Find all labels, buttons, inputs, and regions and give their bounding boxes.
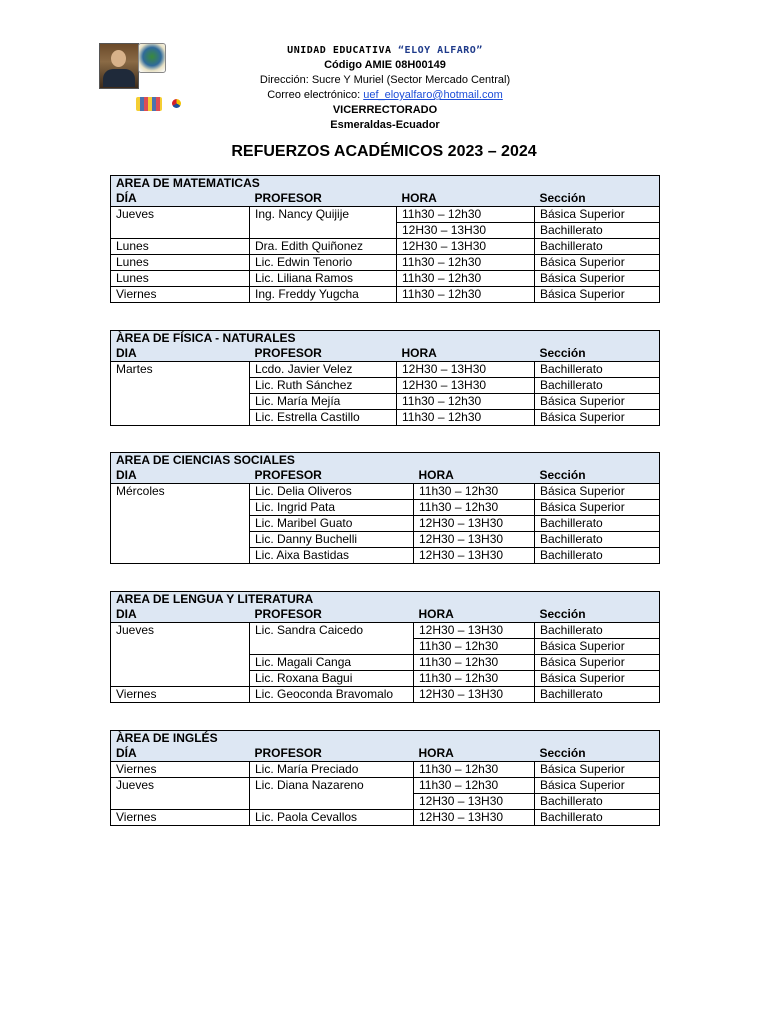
time-cell: 12H30 – 13H30	[414, 794, 535, 810]
school-info	[160, 43, 610, 133]
column-header-row	[111, 607, 660, 623]
column-header: DIA	[111, 346, 250, 362]
section-cell: Bachillerato	[535, 239, 660, 255]
school-address: Dirección: Sucre Y Muriel (Sector Mercado Central)	[259, 74, 511, 86]
school-name: UNIDAD EDUCATIVA “ELOY ALFARO”	[287, 45, 483, 56]
area-title: AREA DE LENGUA Y LITERATURA	[111, 592, 660, 608]
day-cell: Lunes	[111, 239, 250, 255]
time-cell: 11h30 – 12h30	[414, 484, 535, 500]
eloy-alfaro-portrait	[99, 43, 139, 89]
table-row	[111, 687, 660, 703]
time-cell: 11h30 – 12h30	[397, 255, 535, 271]
teacher-cell: Lic. Estrella Castillo	[250, 410, 397, 426]
day-cell: Viernes	[111, 687, 250, 703]
time-cell: 12H30 – 13H30	[397, 378, 535, 394]
section-cell: Bachillerato	[535, 548, 660, 564]
teacher-cell: Lic. Maribel Guato	[250, 516, 414, 532]
time-cell: 11h30 – 12h30	[414, 655, 535, 671]
column-header: HORA	[414, 746, 535, 762]
teacher-cell: Lic. Magali Canga	[250, 655, 414, 671]
column-header: Sección	[535, 468, 660, 484]
area-title: AREA DE CIENCIAS SOCIALES	[111, 453, 660, 469]
day-cell: Viernes	[111, 287, 250, 303]
teacher-cell: Lic. Edwin Tenorio	[250, 255, 397, 271]
day-cell: Lunes	[111, 255, 250, 271]
column-header: PROFESOR	[250, 191, 397, 207]
column-header-row	[111, 346, 660, 362]
teacher-cell: Lic. Liliana Ramos	[250, 271, 397, 287]
department-name: VICERRECTORADO	[332, 104, 438, 116]
day-cell: Viernes	[111, 762, 250, 778]
time-cell: 11h30 – 12h30	[414, 671, 535, 687]
time-cell: 12H30 – 13H30	[414, 623, 535, 639]
teacher-cell: Ing. Nancy Quijije	[250, 207, 397, 239]
time-cell: 12H30 – 13H30	[414, 516, 535, 532]
teacher-cell: Ing. Freddy Yugcha	[250, 287, 397, 303]
day-cell: Mércoles	[111, 484, 250, 564]
column-header: HORA	[397, 191, 535, 207]
day-cell: Jueves	[111, 207, 250, 239]
school-city: Esmeraldas-Ecuador	[330, 119, 440, 131]
area-title-row	[111, 731, 660, 747]
section-cell: Bachillerato	[535, 378, 660, 394]
time-cell: 11h30 – 12h30	[414, 639, 535, 655]
time-cell: 11h30 – 12h30	[414, 762, 535, 778]
section-cell: Básica Superior	[535, 484, 660, 500]
area-table-area-de-matematicas	[110, 175, 660, 303]
column-header: PROFESOR	[250, 346, 397, 362]
republica-ecuador-logo	[136, 97, 162, 111]
time-cell: 12H30 – 13H30	[414, 810, 535, 826]
time-cell: 11h30 – 12h30	[397, 271, 535, 287]
column-header: PROFESOR	[250, 607, 414, 623]
time-cell: 12H30 – 13H30	[397, 362, 535, 378]
column-header: Sección	[535, 346, 660, 362]
table-row	[111, 762, 660, 778]
time-cell: 11h30 – 12h30	[397, 287, 535, 303]
area-table-area-de-lengua-y-literatura	[110, 591, 660, 703]
teacher-cell: Lic. Diana Nazareno	[250, 778, 414, 810]
teacher-cell: Lic. Roxana Bagui	[250, 671, 414, 687]
column-header: DÍA	[111, 746, 250, 762]
teacher-cell: Lic. Danny Buchelli	[250, 532, 414, 548]
column-header: HORA	[414, 607, 535, 623]
section-cell: Básica Superior	[535, 207, 660, 223]
area-title-row	[111, 331, 660, 347]
table-row	[111, 255, 660, 271]
column-header-row	[111, 468, 660, 484]
document-title: REFUERZOS ACADÉMICOS 2023 – 2024	[231, 143, 537, 160]
portrait-face	[111, 50, 126, 67]
teacher-cell: Lic. María Preciado	[250, 762, 414, 778]
teacher-cell: Lic. Ruth Sánchez	[250, 378, 397, 394]
teacher-cell: Lic. Paola Cevallos	[250, 810, 414, 826]
column-header-row	[111, 746, 660, 762]
day-cell: Jueves	[111, 778, 250, 810]
section-cell: Bachillerato	[535, 623, 660, 639]
section-cell: Bachillerato	[535, 687, 660, 703]
section-cell: Bachillerato	[535, 362, 660, 378]
time-cell: 12H30 – 13H30	[414, 687, 535, 703]
area-table-rea-de-f-sica-naturales	[110, 330, 660, 426]
area-title: ÀREA DE INGLÉS	[111, 731, 660, 747]
day-cell: Viernes	[111, 810, 250, 826]
section-cell: Básica Superior	[535, 671, 660, 687]
column-header: DIA	[111, 607, 250, 623]
column-header: PROFESOR	[250, 746, 414, 762]
area-title-row	[111, 453, 660, 469]
area-table-area-de-ciencias-sociales	[110, 452, 660, 564]
time-cell: 12H30 – 13H30	[397, 239, 535, 255]
section-cell: Básica Superior	[535, 271, 660, 287]
section-cell: Bachillerato	[535, 532, 660, 548]
day-cell: Jueves	[111, 623, 250, 687]
section-cell: Básica Superior	[535, 394, 660, 410]
column-header: Sección	[535, 607, 660, 623]
area-title-row	[111, 592, 660, 608]
section-cell: Bachillerato	[535, 223, 660, 239]
table-row	[111, 623, 660, 639]
table-row	[111, 778, 660, 794]
area-title-row	[111, 176, 660, 192]
area-table-rea-de-ingl-s	[110, 730, 660, 826]
day-cell: Martes	[111, 362, 250, 426]
teacher-cell: Lcdo. Javier Velez	[250, 362, 397, 378]
teacher-cell: Lic. Delia Oliveros	[250, 484, 414, 500]
ministerio-educacion-logo	[92, 98, 132, 112]
school-email-link[interactable]: uef_eloyalfaro@hotmail.com	[363, 89, 503, 101]
table-row	[111, 810, 660, 826]
section-cell: Básica Superior	[535, 762, 660, 778]
table-row	[111, 207, 660, 223]
table-row	[111, 271, 660, 287]
column-header: PROFESOR	[250, 468, 414, 484]
section-cell: Bachillerato	[535, 516, 660, 532]
time-cell: 11h30 – 12h30	[414, 778, 535, 794]
area-title: ÀREA DE FÍSICA - NATURALES	[111, 331, 660, 347]
teacher-cell: Lic. María Mejía	[250, 394, 397, 410]
time-cell: 11h30 – 12h30	[397, 410, 535, 426]
column-header: HORA	[397, 346, 535, 362]
section-cell: Básica Superior	[535, 639, 660, 655]
table-row	[111, 362, 660, 378]
portrait-coat	[103, 69, 135, 87]
column-header: DIA	[111, 468, 250, 484]
time-cell: 12H30 – 13H30	[397, 223, 535, 239]
teacher-cell: Lic. Sandra Caicedo	[250, 623, 414, 655]
section-cell: Bachillerato	[535, 810, 660, 826]
section-cell: Básica Superior	[535, 500, 660, 516]
column-header: Sección	[535, 746, 660, 762]
day-cell: Lunes	[111, 271, 250, 287]
time-cell: 11h30 – 12h30	[414, 500, 535, 516]
table-row	[111, 287, 660, 303]
column-header: DÍA	[111, 191, 250, 207]
teacher-cell: Dra. Edith Quiñonez	[250, 239, 397, 255]
letterhead	[0, 0, 768, 140]
time-cell: 12H30 – 13H30	[414, 548, 535, 564]
amie-code: Código AMIE 08H00149	[324, 59, 446, 71]
time-cell: 11h30 – 12h30	[397, 394, 535, 410]
section-cell: Básica Superior	[535, 255, 660, 271]
time-cell: 12H30 – 13H30	[414, 532, 535, 548]
section-cell: Básica Superior	[535, 778, 660, 794]
column-header-row	[111, 191, 660, 207]
section-cell: Bachillerato	[535, 794, 660, 810]
table-row	[111, 484, 660, 500]
column-header: Sección	[535, 191, 660, 207]
column-header: HORA	[414, 468, 535, 484]
section-cell: Básica Superior	[535, 287, 660, 303]
section-cell: Básica Superior	[535, 655, 660, 671]
table-row	[111, 239, 660, 255]
teacher-cell: Lic. Geoconda Bravomalo	[250, 687, 414, 703]
area-title: AREA DE MATEMATICAS	[111, 176, 660, 192]
time-cell: 11h30 – 12h30	[397, 207, 535, 223]
section-cell: Básica Superior	[535, 410, 660, 426]
teacher-cell: Lic. Aixa Bastidas	[250, 548, 414, 564]
school-email-line: Correo electrónico: uef_eloyalfaro@hotmail.com	[267, 89, 503, 101]
teacher-cell: Lic. Ingrid Pata	[250, 500, 414, 516]
